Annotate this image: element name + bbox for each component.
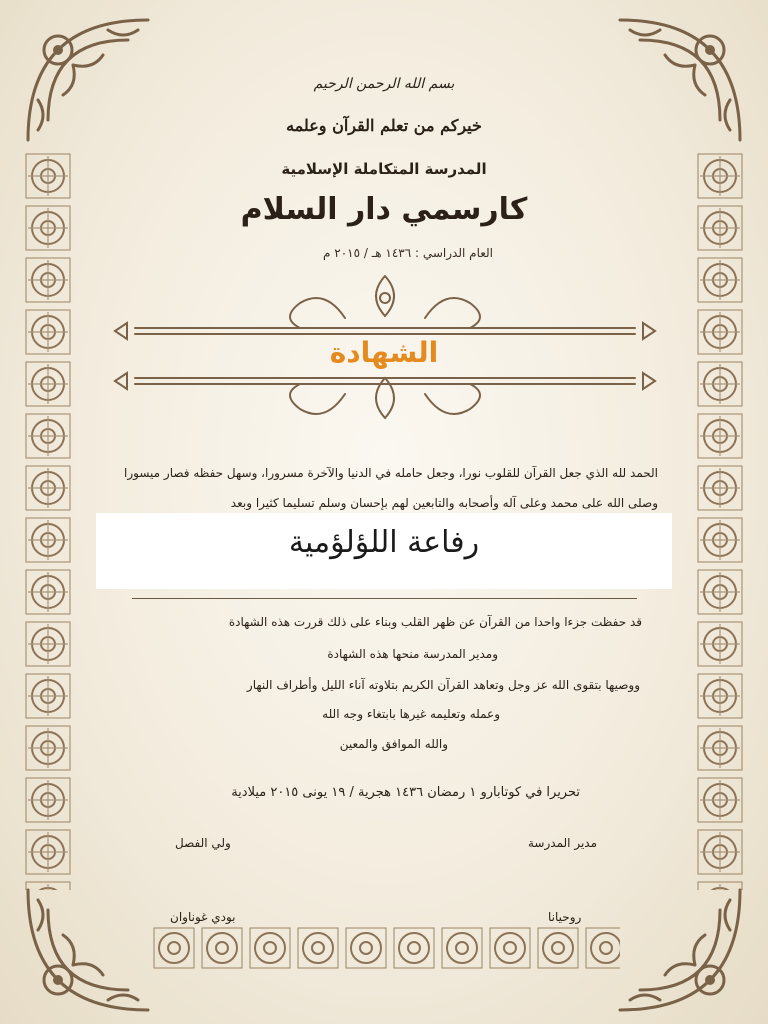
- body-line-3: ووصيها بتقوى الله عز وجل وتعاهد القرآن الكريم بتلاوته آناء الليل وأطراف النهار: [246, 678, 640, 692]
- hadith-quote: خيركم من تعلم القرآن وعلمه: [286, 116, 482, 135]
- body-line-1: قد حفظت جزءا واحدا من القرآن عن ظهر القلب وبناء على ذلك قررت هذه الشهادة: [228, 615, 642, 629]
- divider-line: [132, 598, 637, 599]
- signature-name-right: روحيانا: [548, 910, 582, 924]
- body-line-5: والله الموافق والمعين: [339, 737, 448, 751]
- recipient-name: رفاعة اللؤلؤمية: [288, 525, 480, 560]
- corner-ornament-bottom-left: [18, 880, 158, 1020]
- academic-year: العام الدراسي : ١٤٣٦ هـ / ٢٠١٥ م: [323, 246, 493, 260]
- bottom-border-ornament: [150, 924, 620, 972]
- signature-role-left: ولي الفصل: [175, 836, 231, 850]
- signature-name-left: بودي غوناوان: [170, 910, 236, 924]
- body-line-4: وعمله وتعليمه غيرها بابتغاء وجه الله: [322, 707, 500, 721]
- body-line-2: ومدير المدرسة منحها هذه الشهادة: [327, 647, 498, 661]
- intro-line-2: وصلى الله على محمد وعلى آله وأصحابه والتابعين لهم بإحسان وسلم تسليما كثيرا وبعد: [230, 496, 658, 510]
- intro-line-1: الحمد لله الذي جعل القرآن للقلوب نورا، وجعل حامله في الدنيا والآخرة مسرورا، وسهل حفظه فصار ميسورا: [124, 466, 658, 480]
- issue-date: تحريرا في كوتابارو ١ رمضان ١٤٣٦ هجرية / ١٩ يونى ٢٠١٥ ميلادية: [231, 785, 580, 800]
- certificate-title: الشهادة: [329, 336, 439, 369]
- basmala: بسم الله الرحمن الرحيم: [313, 76, 455, 92]
- school-subtitle: المدرسة المتكاملة الإسلامية: [281, 160, 487, 178]
- school-name: كارسمي دار السلام: [240, 192, 528, 227]
- signature-role-right: مدير المدرسة: [528, 836, 598, 850]
- right-border-ornament: [694, 150, 746, 890]
- corner-ornament-bottom-right: [610, 880, 750, 1020]
- left-border-ornament: [22, 150, 74, 890]
